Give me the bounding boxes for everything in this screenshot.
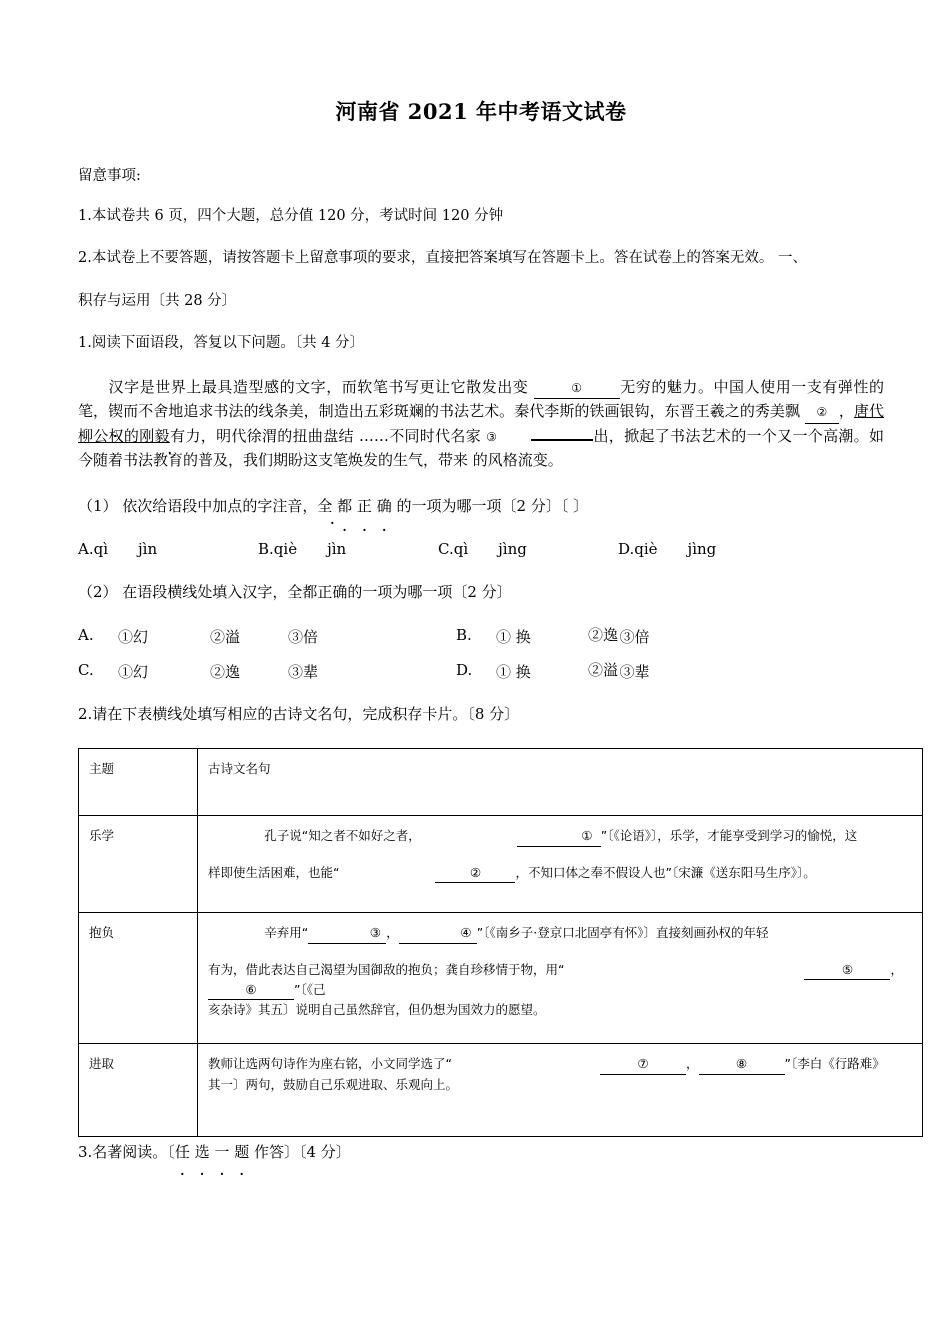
table-header-theme: 主题 (79, 749, 198, 816)
char-option-a[interactable] (78, 626, 400, 647)
baofu-line-3: 亥杂诗》其五〕说明自己虽然辞官，但仍想为国效力的愿望。 (208, 1002, 546, 1018)
sub1-prefix: （1） 依次给语段中加点的字注音，全 (78, 497, 333, 516)
lexue-blank-1: ① (517, 826, 601, 846)
jinqu-blank-7: ⑦ (600, 1054, 686, 1074)
option-d[interactable] (618, 540, 798, 558)
option-c[interactable] (438, 540, 618, 558)
option-a-pinyin-1: qì (93, 540, 109, 559)
dotted-char-qie: 锲 (108, 402, 124, 421)
passage-seg-5: 有力，明代徐渭的扭曲盘结 ……不同时代名家 (169, 426, 482, 445)
char-option-a-label: A. (78, 626, 94, 645)
dotted-char-zheng: 正 (356, 497, 372, 516)
char-option-b-item-2: ②逸 (588, 626, 619, 645)
char-option-c[interactable] (78, 661, 400, 682)
char-option-b[interactable] (456, 626, 732, 647)
question-2-stem: 2.请在下表横线处填写相应的古诗文名句，完成积存卡片。〔8 分〕 (78, 705, 520, 724)
baofu-blank-4: ④ (399, 923, 477, 943)
baofu-line-1 (208, 923, 914, 943)
jinqu-line-1-a: 教师让选两句诗作为座右铭，小文同学选了“ (208, 1056, 452, 1072)
char-options-row-2 (78, 661, 884, 682)
notice-heading: 留意事项: (78, 168, 141, 184)
row-theme-baofu: 抱负 (79, 913, 198, 1044)
table-row-baofu (79, 913, 923, 1044)
option-d-pinyin-1: qiè (634, 540, 658, 559)
passage-blank-3 (531, 439, 593, 441)
notice-item-2-text: 2.本试卷上不要答题，请按答题卡上留意事项的要求，直接把答案填写在答题卡上。答在试卷上的答案无效。 一、 (78, 250, 807, 267)
baofu-line-2 (208, 960, 914, 1001)
char-options-spacer-2 (400, 661, 456, 682)
question-1-sub-2-options (78, 626, 884, 696)
char-options-spacer-1 (400, 626, 456, 647)
baofu-line-1-b: ”〔《南乡子·登京口北固亭有怀》〕直接刻画孙权的年轻 (476, 925, 769, 941)
char-option-b-item-1: ① 换 (496, 628, 531, 647)
option-a[interactable] (78, 540, 258, 558)
char-option-d-item-3: ③辈 (619, 663, 650, 682)
baofu-blank-3: ③ (308, 923, 386, 943)
q3-suffix: 作答〕〔4 分〕 (254, 1143, 351, 1162)
option-a-label: A. (78, 540, 94, 559)
option-b-label: B. (258, 540, 274, 559)
char-option-d[interactable] (456, 661, 732, 682)
dotted-char-ren: 任 (174, 1143, 190, 1162)
passage-seg-6: 出，掀起了书法艺术的一个又一个高潮。如今随着书法教育的普及，我们期盼这支笔焕发的生气，带来 的风格流变。 (78, 426, 884, 470)
char-option-c-item-3: ③辈 (288, 663, 319, 682)
option-b[interactable] (258, 540, 438, 558)
baofu-line-2-mid: ， (890, 961, 903, 977)
section-heading-1: 积存与运用〔共 28 分〕 (78, 292, 237, 309)
option-a-pinyin-2: jìn (138, 540, 158, 559)
option-c-label: C. (438, 540, 454, 559)
option-d-pinyin-2: jìng (687, 540, 717, 559)
option-b-pinyin-2: jìn (327, 540, 347, 559)
jinqu-line-1 (208, 1054, 914, 1074)
jinqu-line-2: 其一〕两句，鼓励自己乐观进取、乐观向上。 (208, 1076, 459, 1092)
char-option-b-label: B. (456, 626, 472, 645)
lexue-line-1-b: ”〔《论语》〕，乐学，才能享受到学习的愉悦，这 (600, 828, 858, 844)
question-1-stem: 1.阅读下面语段，答复以下问题。〔共 4 分〕 (78, 335, 365, 352)
baofu-line-1-a: 辛弃用“ (264, 925, 309, 941)
page-content (78, 96, 903, 1162)
table-header-verse: 古诗文名句 (198, 749, 923, 816)
char-option-c-label: C. (78, 661, 94, 680)
notice-item-1: 1.本试卷共 6 页，四个大题，总分值 120 分，考试时间 120 分钟 (78, 208, 504, 224)
baofu-line-1-mid: ， (386, 925, 399, 941)
option-d-label: D. (618, 540, 635, 559)
char-option-d-label: D. (456, 661, 473, 680)
passage-seg-1: 汉字是世界上最具造型感的文字，而软笔书写更让它散发出变 (108, 377, 529, 396)
row-body-baofu (198, 913, 923, 1044)
dotted-char-yi: 一 (214, 1143, 230, 1162)
jinqu-line-1-b: ”〔李白《行路难》 (784, 1056, 885, 1072)
row-body-jinqu (198, 1044, 923, 1137)
question-1-passage (78, 375, 884, 472)
char-option-c-item-2: ②逸 (210, 663, 241, 682)
q3-prefix: 3.名著阅读。〔 (78, 1143, 175, 1162)
dotted-char-ti: 题 (234, 1143, 250, 1162)
passage-marker-3: ③ (486, 429, 498, 444)
char-option-a-item-2: ②溢 (210, 628, 241, 647)
passage-blank-1: ① (534, 379, 620, 399)
char-option-a-item-1: ①幻 (118, 628, 149, 647)
option-b-pinyin-1: qiè (273, 540, 298, 559)
baofu-line-2-b: ”〔《己 (294, 982, 326, 998)
sub1-suffix: 的一项为哪一项〔2 分〕〔 〕 (396, 497, 589, 516)
row-theme-lexue: 乐学 (79, 816, 198, 913)
lexue-line-2 (208, 863, 914, 883)
jinqu-blank-8: ⑧ (699, 1054, 785, 1074)
char-option-d-item-1: ① 换 (496, 663, 531, 682)
table-row-jinqu (79, 1044, 923, 1137)
dotted-char-xuan: 选 (194, 1143, 210, 1162)
row-theme-jinqu: 进取 (79, 1044, 198, 1137)
page-title: 河南省 2021 年中考语文试卷 (335, 99, 627, 124)
passage-seg-2: 无穷的魅力。中国人使用一支有弹性的笔， (78, 377, 884, 421)
row-body-lexue (198, 816, 923, 913)
dotted-char-que: 确 (376, 497, 392, 516)
table-row-lexue (79, 816, 923, 913)
lexue-line-2-a: 样即使生活困难，也能“ (208, 864, 340, 880)
notice-item-2 (78, 247, 884, 269)
question-1-sub-1-options (78, 540, 884, 558)
question-1-sub-1-stem (78, 494, 884, 518)
char-option-a-item-3: ③倍 (288, 628, 319, 647)
question-3-stem (78, 1141, 884, 1162)
dotted-char-dou: 都 (337, 497, 353, 516)
jinqu-line-1-mid: ， (685, 1056, 699, 1072)
poem-memory-table (78, 748, 923, 1137)
baofu-line-2-a: 有为，借此表达自己渴望为国御敌的抱负；龚自珍移情于物，用“ (208, 961, 565, 977)
passage-blank-2: ② (805, 403, 839, 423)
char-option-c-item-1: ①幻 (118, 663, 149, 682)
option-c-pinyin-1: qì (453, 540, 469, 559)
baofu-blank-5: ⑤ (804, 960, 890, 980)
lexue-line-1-a: 孔子说“知之者不如好之者， (264, 828, 421, 844)
char-option-b-item-3: ③倍 (619, 628, 650, 647)
lexue-line-1 (208, 826, 914, 846)
passage-underlined-phrase: 唐代柳公权的刚毅 (78, 402, 884, 445)
lexue-blank-2: ② (435, 863, 515, 883)
lexue-line-2-b: ，不知口体之奉不假设人也”〔宋濂《送东阳马生序》〕。 (515, 864, 816, 880)
char-options-row-1 (78, 626, 884, 647)
baofu-blank-6: ⑥ (208, 980, 294, 1000)
char-option-d-item-2: ②溢 (588, 661, 619, 680)
passage-seg-4: ， (838, 402, 854, 421)
passage-seg-3: 而不舍地追求书法的线条美，制造出五彩斑斓的书法艺术。秦代李斯的铁画银钩，东晋王羲之的秀美飘 (123, 402, 801, 421)
option-c-pinyin-2: jìng (498, 540, 527, 559)
table-header-row (79, 749, 923, 816)
question-1-sub-2-stem: （2） 在语段横线处填入汉字，全都正确的一项为哪一项〔2 分〕 (78, 583, 512, 602)
